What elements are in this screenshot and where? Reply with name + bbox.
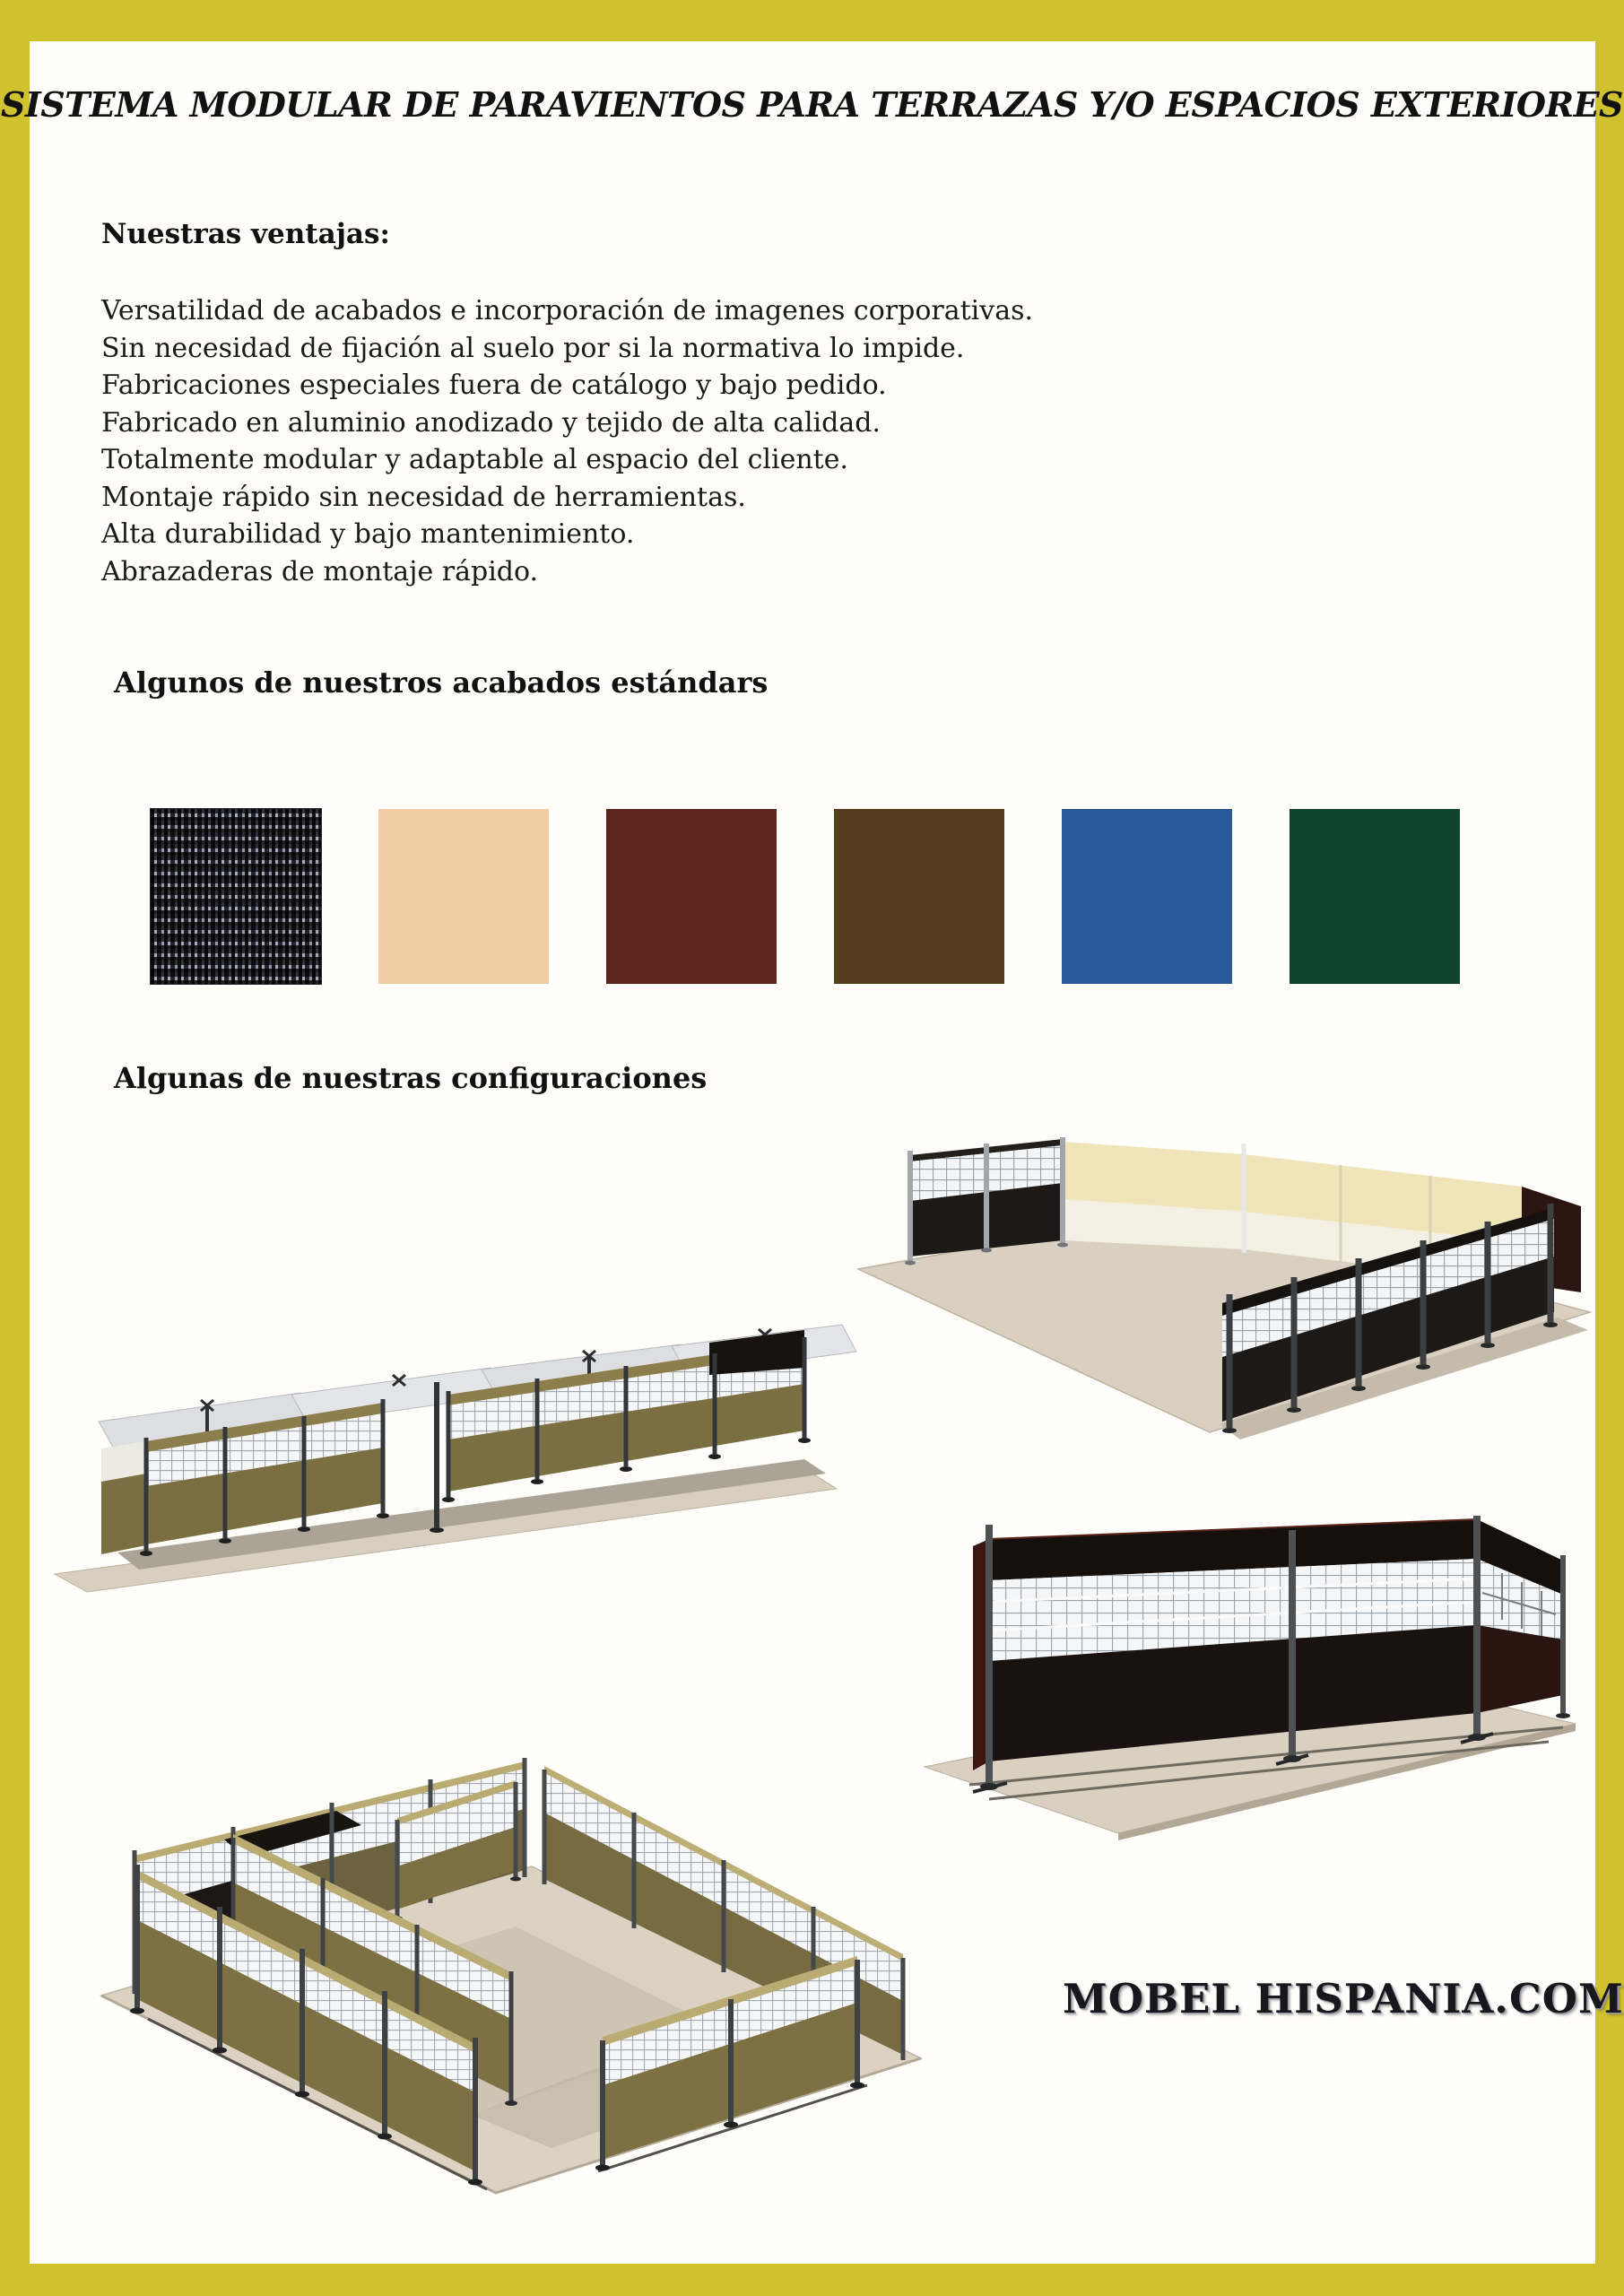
finish-swatch-maroon	[606, 809, 777, 984]
advantages-list	[101, 292, 1033, 590]
brand-logo-text: MOBEL HISPANIA.COM	[1063, 1975, 1624, 2022]
finish-swatch-brown	[834, 809, 1004, 984]
advantage-item: Totalmente modular y adaptable al espacio del cliente.	[101, 444, 848, 475]
advantage-item: Fabricado en aluminio anodizado y tejido de alta calidad.	[101, 406, 881, 439]
advantages-heading: Nuestras ventajas:	[101, 218, 390, 250]
finish-swatch-green	[1290, 809, 1460, 984]
render-dark-enclosure	[883, 1487, 1619, 1841]
render-canopied-partition-row	[31, 1312, 856, 1626]
configurations-heading: Algunas de nuestras configuraciones	[114, 1061, 708, 1095]
finish-swatch-blue	[1062, 809, 1232, 984]
advantage-item: Montaje rápido sin necesidad de herramientas.	[101, 481, 746, 513]
page-border-top	[0, 0, 1624, 41]
finish-swatch-woven	[151, 809, 321, 984]
render-u-shaped-enclosure	[838, 1115, 1610, 1465]
advantage-item: Versatilidad de acabados e incorporación de imagenes corporativas.	[101, 295, 1034, 326]
finish-swatch-peach	[378, 809, 549, 984]
advantage-item: Sin necesidad de fijación al suelo por si la normativa lo impide.	[101, 332, 965, 364]
finishes-heading: Algunos de nuestros acabados estándars	[114, 665, 769, 700]
page-border-left	[0, 0, 30, 2296]
page-border-bottom	[0, 2264, 1624, 2296]
finish-swatch-row	[151, 809, 1460, 984]
advantage-item: Alta durabilidad y bajo mantenimiento.	[101, 518, 635, 550]
render-large-enclosure	[49, 1734, 964, 2236]
advantage-item: Abrazaderas de montaje rápido.	[101, 555, 539, 587]
page-title: SISTEMA MODULAR DE PARAVIENTOS PARA TERRAZAS Y/O ESPACIOS EXTERIORES	[0, 84, 1624, 125]
advantage-item: Fabricaciones especiales fuera de catálogo y bajo pedido.	[101, 370, 887, 401]
